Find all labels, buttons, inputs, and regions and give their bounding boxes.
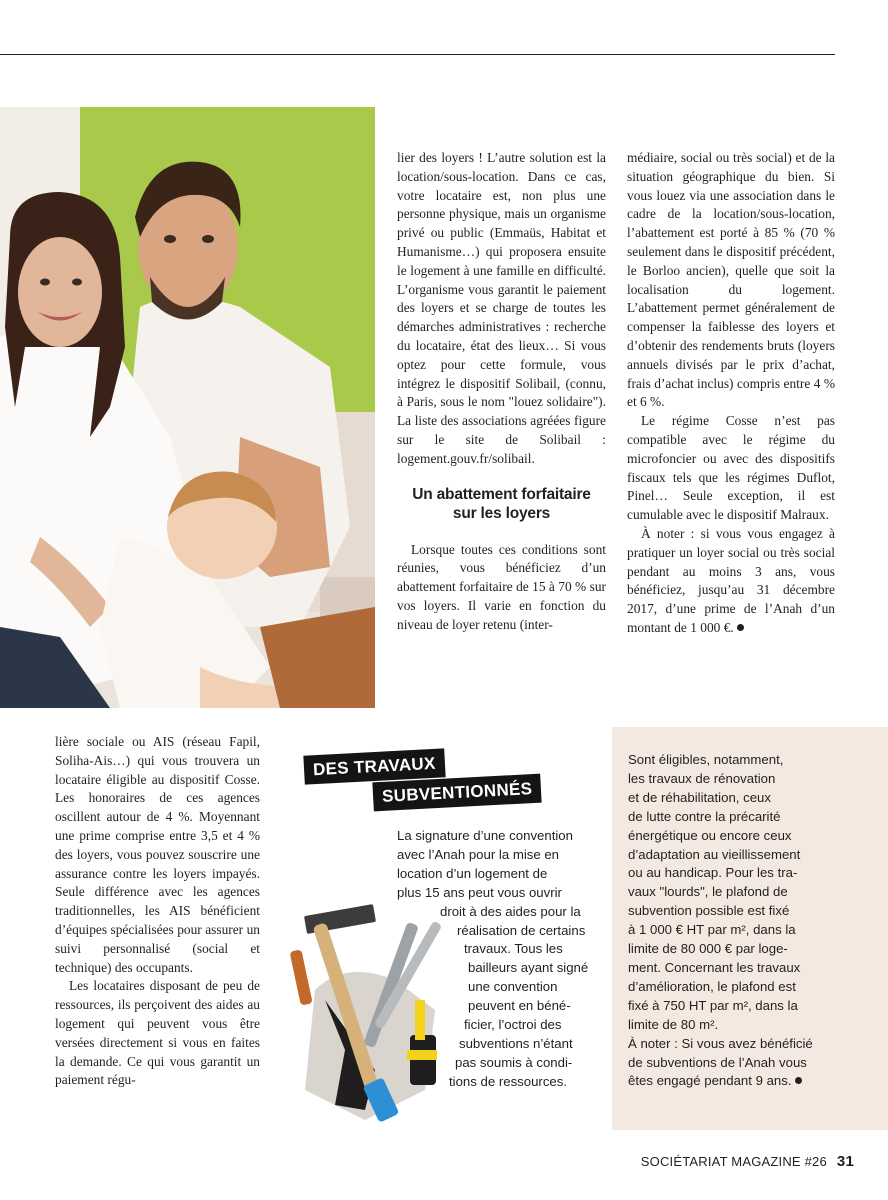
box-line: énergétique ou encore ceux <box>628 827 792 843</box>
box-line: plus 15 ans peut vous ouvrir <box>397 884 562 900</box>
box-line: subvention possible est fixé <box>628 903 790 919</box>
paragraph: lière sociale ou AIS (réseau Fapil, Soliha-Ais…) qui vous trouvera un locataire éligible au dispositif Cosse. Les honoraires de ces agences oscillent autour de 4 %. Moyennant une prime comprise entre 3,5 et 4 % des loyers, vous pouvez souscrire une assurance contre les loyers impayés. Seule différence avec les agences traditionnelles, les AIS bénéficient d’équipes spécialisées pour assurer un suivi personnalisé (social et technique) des occupants. <box>55 734 260 975</box>
paragraph <box>627 525 835 638</box>
box-line: tions de ressources. <box>449 1073 568 1089</box>
end-bullet-icon <box>795 1077 802 1084</box>
box-line: travaux. Tous les <box>464 941 563 957</box>
box-text-right <box>628 751 838 1091</box>
box-line: réalisation de certains <box>457 922 586 938</box>
box-title-line-1: DES TRAVAUX <box>303 748 445 784</box>
box-text-left <box>397 827 607 1092</box>
magazine-name: SOCIÉTARIAT MAGAZINE #26 <box>640 1154 827 1169</box>
box-line: les travaux de rénovation <box>628 770 776 786</box>
box-line: vaux "lourds", le plafond de <box>628 884 788 900</box>
box-line: location d’un logement de <box>397 865 548 881</box>
article-column-2 <box>397 149 606 635</box>
box-line: limite de 80 000 € par loge- <box>628 941 788 957</box>
family-photo <box>0 107 375 708</box>
section-heading-line-1: Un abattement forfaitaire <box>412 485 591 503</box>
box-line: d’amélioration, le plafond est <box>628 978 796 994</box>
box-line: d’adaptation au vieillissement <box>628 846 801 862</box>
box-line: La signature d’une convention <box>397 828 573 843</box>
page-footer <box>641 1153 854 1170</box>
box-line: À noter : Si vous avez bénéficié <box>628 1035 813 1051</box>
box-title-line-2: SUBVENTIONNÉS <box>372 774 542 812</box>
paragraph-text: À noter : si vous vous engagez à pratiquer un loyer social ou très social pendant au moins 3 ans, vous bénéficiez, jusqu’au 31 décembre 2017, d’une prime de l’Anah d’un montant de 1 000 €. <box>627 525 835 635</box>
box-line: ou au handicap. Pour les tra- <box>628 865 798 881</box>
paragraph: Les locataires disposant de peu de ressources, ils perçoivent des aides au logement qui peuvent vous être versées directement si vous en faites la demande. Ce qui vous garantit un paiement régu- <box>55 978 260 1088</box>
paragraph: Le régime Cosse n’est pas compatible avec le régime du microfoncier ou avec des dispositifs fiscaux tels que les régimes Duflot, Pinel… Seule exception, il est cumulable avec le dispositif Malraux. <box>627 413 835 523</box>
box-line: de lutte contre la précarité <box>628 808 781 824</box>
box-line: à 1 000 € HT par m², dans la <box>628 922 796 938</box>
box-line: avec l’Anah pour la mise en <box>397 846 560 862</box>
box-line: subventions n’étant <box>459 1035 573 1051</box>
box-line: une convention <box>468 979 558 995</box>
box-line: ment. Concernant les travaux <box>628 959 801 975</box>
paragraph: lier des loyers ! L’autre solution est la location/sous-location. Dans ce cas, votre locataire est, non plus une personne physique, mais un organisme privé ou public (Emmaüs, Habitat et Humanisme…) qui proposera ensuite le logement à une famille en difficulté. L’organisme vous garantit le paiement des loyers et se charge de toutes les démarches administratives : recherche du locataire, état des lieux… Si vous optez pour cette formule, vous intégrez le dispositif Solibail, (connu, à Paris, sous le nom "louez solidaire"). La liste des associations agréées figure sur le site de Solibail : logement.gouv.fr/solibail. <box>397 150 606 466</box>
box-line: et de réhabilitation, ceux <box>628 789 771 805</box>
box-line: pas soumis à condi- <box>455 1054 573 1070</box>
box-line: êtes engagé pendant 9 ans. <box>628 1073 792 1089</box>
box-line: bailleurs ayant signé <box>468 960 589 976</box>
box-line: droit à des aides pour la <box>440 903 581 919</box>
paragraph: Lorsque toutes ces conditions sont réunies, vous bénéficiez d’un abattement forfaitaire de 15 à 70 % sur vos loyers. Il varie en fonction du niveau de loyer retenu (inter- <box>397 541 606 632</box>
top-rule <box>0 54 835 55</box>
box-line: de subventions de l’Anah vous <box>628 1054 807 1070</box>
box-line: peuvent en béné- <box>468 998 571 1014</box>
box-line: fixé à 750 HT par m², dans la <box>628 997 798 1013</box>
box-line: limite de 80 m². <box>628 1016 719 1032</box>
box-line: ficier, l’octroi des <box>464 1017 562 1033</box>
section-heading <box>397 485 606 523</box>
section-heading-line-2: sur les loyers <box>452 504 551 522</box>
box-line-last <box>628 1072 838 1091</box>
paragraph: médiaire, social ou très social) et de la situation géographique du bien. Si vous louez via une association dans le cadre de la location/sous-location, l’abattement est porté à 85 % (70 % seulement dans le dispositif précédent, le Borloo ancien), quelle que soit la localisation du logement. L’abattement permet généralement de compenser la faiblesse des loyers et d’obtenir des rendements bruts (loyers annuels divisés par le prix d’achat, frais d’achat inclus) compris entre 4 % et 6 %. <box>627 150 835 410</box>
article-column-3 <box>627 149 835 638</box>
end-bullet-icon <box>737 624 744 631</box>
article-column-1 <box>55 733 260 1090</box>
box-line: Sont éligibles, notamment, <box>628 752 784 767</box>
page-number: 31 <box>836 1153 854 1170</box>
